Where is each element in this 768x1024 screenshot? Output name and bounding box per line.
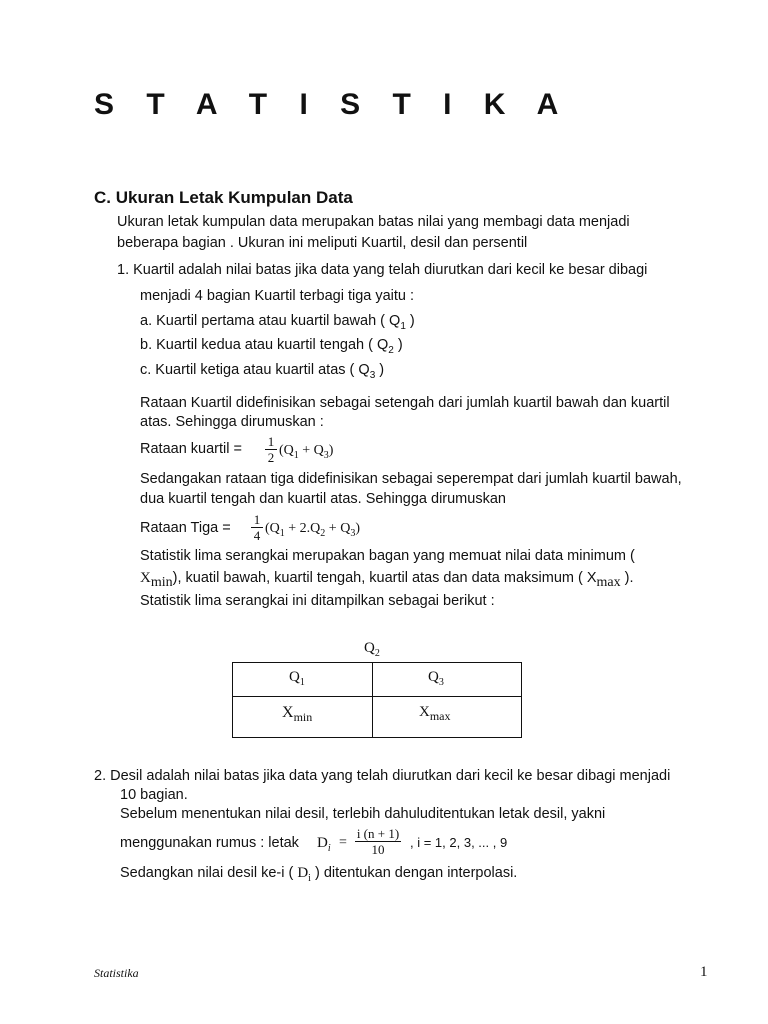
fraction-denominator: 4 xyxy=(253,528,261,543)
index-range: , i = 1, 2, 3, ... , 9 xyxy=(410,835,508,850)
rataan-tiga-label: Rataan Tiga = xyxy=(140,520,231,536)
xmax-cell: $X_{max}$ xyxy=(419,704,451,723)
rataan-tiga-def-1: Sedangakan rataan tiga didefinisikan sebagai seperempat dari jumlah kuartil bawah, xyxy=(140,471,682,487)
rataan-kuartil-expression: $(Q_1 + Q_3)$ xyxy=(279,443,334,461)
list-item-a xyxy=(140,313,415,332)
list-item-c-close: ) xyxy=(375,362,385,378)
list-item-b xyxy=(140,337,403,356)
rataan-kuartil-label-text: Rataan kuartil = xyxy=(140,441,242,457)
q3-cell: $Q_3$ xyxy=(428,669,444,688)
item1-line-2: menjadi 4 bagian Kuartil terbagi tiga yaitu : xyxy=(140,288,415,304)
q1-cell: $Q_1$ xyxy=(289,669,305,688)
xmax-sub: max xyxy=(596,574,621,590)
item2-line-3: Sebelum menentukan nilai desil, terlebih dahuluditentukan letak desil, yakni xyxy=(120,806,606,822)
item2-line-5 xyxy=(120,865,517,884)
item2-line-1: 2. Desil adalah nilai batas jika data yang telah diurutkan dari kecil ke besar dibagi menjadi xyxy=(94,768,671,784)
page-title: S T A T I S T I K A xyxy=(94,88,571,121)
item2-line-5-end: ) ditentukan dengan interpolasi. xyxy=(310,865,518,881)
five-number-table xyxy=(232,662,522,738)
xmin-sub: min xyxy=(150,574,173,590)
fraction-denominator: 10 xyxy=(371,842,385,857)
q1-sub: 1 xyxy=(293,449,299,461)
intro-line-1: Ukuran letak kumpulan data merupakan batas nilai yang membagi data menjadi xyxy=(117,214,630,230)
rataan-kuartil-def-2: atas. Sehingga dirumuskan : xyxy=(140,414,324,430)
table-column-divider xyxy=(372,663,373,737)
five-number-def-2-end: ). xyxy=(620,570,634,586)
fraction-numerator: 1 xyxy=(253,512,261,527)
rataan-tiga-fraction xyxy=(251,512,263,543)
desil-symbol: $D_i$ xyxy=(317,835,331,854)
equals-sign: = xyxy=(339,835,347,850)
intro-line-2: beberapa bagian . Ukuran ini meliputi Kuartil, desil dan persentil xyxy=(117,235,528,251)
five-number-def-2-mid: ), kuatil bawah, kuartil tengah, kuartil atas dan data maksimum ( X xyxy=(172,570,597,586)
fraction-denominator: 2 xyxy=(267,450,275,465)
rataan-kuartil-def-1: Rataan Kuartil didefinisikan sebagai setengah dari jumlah kuartil bawah dan kuartil xyxy=(140,395,670,411)
q1-sub: 1 xyxy=(279,527,285,539)
item2-line-5-start: Sedangkan nilai desil ke-i ( xyxy=(120,865,294,881)
rataan-kuartil-fraction xyxy=(265,434,277,465)
page-number: 1 xyxy=(700,964,708,980)
q2-label: $Q_2$ xyxy=(364,640,380,659)
di-symbol: $D_i$ xyxy=(297,865,311,884)
desil-fraction xyxy=(355,826,401,857)
q3-sub: 3 xyxy=(323,449,329,461)
xmin-cell: $X_{min}$ xyxy=(282,704,313,725)
footer-label: Statistika xyxy=(94,966,139,980)
five-number-def-3: Statistik lima serangkai ini ditampilkan sebagai berikut : xyxy=(140,593,495,609)
rataan-tiga-def-2: dua kuartil tengah dan kuartil atas. Sehingga dirumuskan xyxy=(140,491,506,507)
five-number-def-1: Statistik lima serangkai merupakan bagan yang memuat nilai data minimum ( xyxy=(140,548,635,564)
list-item-c xyxy=(140,362,384,381)
list-item-a-close: ) xyxy=(405,313,415,329)
list-item-a-text: a. Kuartil pertama atau kuartil bawah ( Q xyxy=(140,313,401,329)
q2-sub: 2 xyxy=(320,527,326,539)
item2-line-2: 10 bagian. xyxy=(120,787,188,803)
list-item-b-close: ) xyxy=(393,337,403,353)
section-heading: C. Ukuran Letak Kumpulan Data xyxy=(94,188,353,207)
fraction-numerator: 1 xyxy=(267,434,275,449)
q3-sub: 3 xyxy=(350,527,356,539)
xmin-symbol: X xyxy=(140,570,151,586)
table-row-divider xyxy=(233,696,521,697)
list-item-b-sub: 2 xyxy=(388,344,394,356)
five-number-def-2 xyxy=(140,570,634,591)
rumus-label: menggunakan rumus : letak xyxy=(120,835,299,851)
list-item-a-sub: 1 xyxy=(400,320,406,332)
rataan-tiga-expression: $(Q_1 + 2.Q_2 + Q_3)$ xyxy=(265,521,360,539)
fraction-numerator: i (n + 1) xyxy=(356,826,400,841)
list-item-c-sub: 3 xyxy=(369,369,376,381)
list-item-c-text: c. Kuartil ketiga atau kuartil atas ( Q xyxy=(140,362,370,378)
item1-line-1: 1. Kuartil adalah nilai batas jika data yang telah diurutkan dari kecil ke besar dibagi xyxy=(117,262,648,278)
list-item-b-text: b. Kuartil kedua atau kuartil tengah ( Q xyxy=(140,337,389,353)
